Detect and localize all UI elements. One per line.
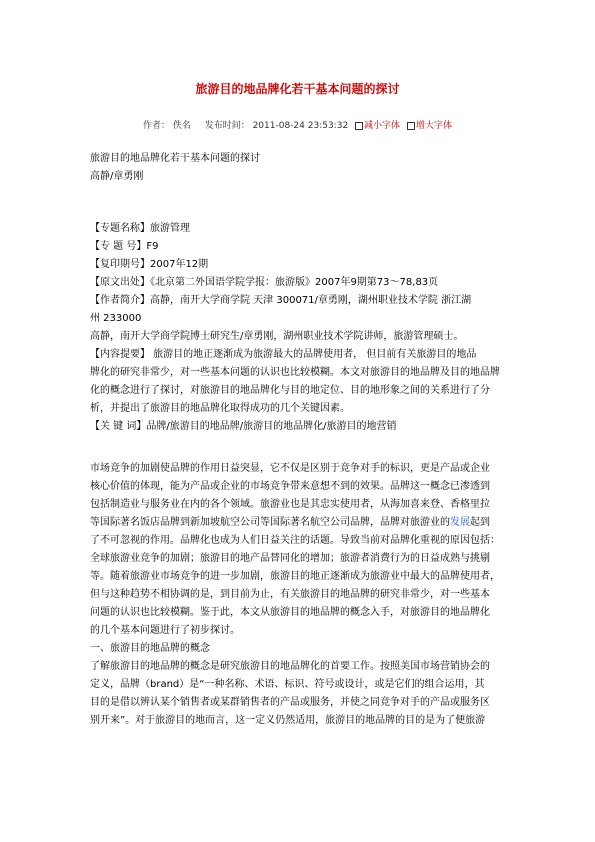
body-line: 目的是借以辨认某个销售者或某群销售者的产品或服务，并使之同竞争对手的产品或服务区 (90, 697, 490, 708)
article-info (90, 220, 510, 436)
body-line: 但与这种趋势不相协调的是，到目前为止，有关旅游目的地品牌的研究非常少，对一些基本 (90, 589, 490, 600)
author-label: 作者： (143, 121, 171, 131)
author-name: 佚名 (172, 121, 191, 131)
body-line: 包括制造业与服务业在内的各个领域。旅游业也是其忠实使用者，从海加喜来登、香格里拉 (90, 499, 490, 510)
article-byline: 高静/章勇刚 (90, 171, 144, 182)
body-line: 全球旅游业竞争的加剧；旅游目的地产品替同化的增加；旅游者消费行为的日益成熟与挑剔 (90, 553, 490, 564)
body-line: 了不可忽视的作用。品牌化也成为人们日益关注的话题。导致当前对品牌化重视的原因包括： (90, 535, 500, 546)
info-abstract-1: 【内容提要】 旅游目的地正逐渐成为旅游最大的品牌使用者， 但目前有关旅游目的地品 (90, 349, 477, 360)
info-source: 【原文出处】《北京第二外国语学院学报：旅游版》2007年9期第73～78,83页 (90, 277, 439, 288)
body-line: 定义，品牌（brand）是“一种名称、术语、标识、符号或设计，或是它们的组合运用，其 (90, 679, 485, 690)
body-line: 了解旅游目的地品牌的概念是研究旅游目的地品牌化的首要工作。按照美国市场营销协会的 (90, 661, 490, 672)
article-body (90, 460, 510, 730)
article-title: 旅游目的地品牌化若干基本问题的探讨 (195, 82, 400, 96)
body-line: 等。随着旅游业市场竞争的进一步加剧，旅游目的地正逐渐成为旅游业中最大的品牌使用者， (90, 571, 500, 582)
enlarge-font-button[interactable]: 增大字体 (415, 121, 452, 131)
info-abstract-4: 析，并提出了旅游目的地品牌化取得成功的几个关键因素。 (90, 403, 350, 414)
shrink-font-button[interactable]: 减小字体 (364, 121, 401, 131)
body-line: 市场竞争的加剧使品牌的作用日益突显，它不仅是区别于竞争对手的标识，更是产品或企业 (90, 463, 490, 474)
enlarge-font-icon[interactable] (407, 122, 415, 130)
info-abstract-3: 化的概念进行了探讨，对旅游目的地品牌化与目的地定位、目的地形象之间的关系进行了分 (90, 385, 490, 396)
time-label: 发布时间： (204, 121, 250, 131)
info-issue: 【复印期号】2007年12期 (90, 259, 209, 270)
body-line: 的几个基本问题进行了初步探讨。 (90, 625, 240, 636)
info-topic: 【专题名称】旅游管理 (90, 223, 190, 234)
body-line (90, 514, 510, 532)
info-abstract-2: 牌化的研究非常少，对一些基本问题的认识也比较模糊。本文对旅游目的地品牌及目的地品牌 (90, 367, 500, 378)
info-author-intro-1: 【作者简介】高静，南开大学商学院 天津 300071/章勇刚，湖州职业技术学院 浙江湖 (90, 295, 472, 306)
info-author-intro-3: 高静，南开大学商学院博士研究生/章勇刚，湖州职业技术学院讲师，旅游管理硕士。 (90, 331, 464, 342)
body-line: 核心价值的体现，能为产品或企业的市场竞争带来意想不到的效果。品牌这一概念已渗透到 (90, 481, 490, 492)
body-text: 等国际著名饭店品牌到新加坡航空公司等国际著名航空公司品牌，品牌对旅游业的 (90, 517, 450, 528)
article-subtitle: 旅游目的地品牌化若干基本问题的探讨 (90, 153, 260, 164)
section-heading: 一、旅游目的地品牌的概念 (90, 643, 210, 654)
body-line: 别开来”。对于旅游目的地而言，这一定义仍然适用，旅游目的地品牌的目的是为了便旅游 (90, 715, 486, 726)
body-text: 起到 (470, 517, 490, 528)
info-keywords: 【关 键 词】品牌/旅游目的地品牌/旅游目的地品牌化/旅游目的地营销 (90, 421, 397, 432)
article-meta (0, 118, 595, 131)
body-line: 问题的认识也比较模糊。鉴于此，本文从旅游目的地品牌的概念入手，对旅游目的地品牌化 (90, 607, 490, 618)
publish-time: 2011-08-24 23:53:32 (252, 121, 349, 131)
info-topic-no: 【专 题 号】F9 (90, 241, 159, 252)
info-author-intro-2: 州 233000 (90, 313, 142, 324)
development-link[interactable]: 发展 (450, 517, 470, 528)
shrink-font-icon[interactable] (355, 122, 363, 130)
